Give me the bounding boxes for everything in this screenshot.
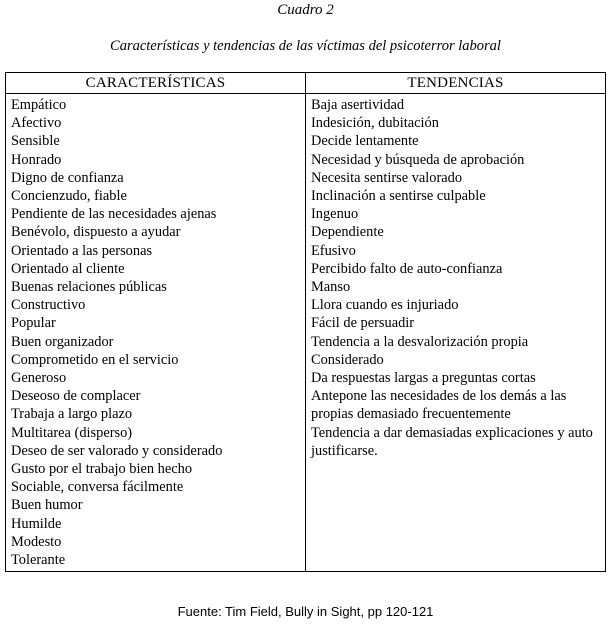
tendencia-item: Dependiente <box>311 224 384 241</box>
tendencia-item: Necesita sentirse valorado <box>311 169 463 186</box>
tendencia-item: Tendencia a dar demasiadas explicaciones y auto justificarse. <box>311 424 593 459</box>
caracteristica-item: Honrado <box>11 151 62 168</box>
table-body-row <box>6 94 606 572</box>
tendencia-item: Decide lentamente <box>311 133 419 150</box>
tendencia-item: Inclinación a sentirse culpable <box>311 188 486 205</box>
caracteristica-item: Concienzudo, fiable <box>11 188 127 205</box>
caracteristica-item: Humilde <box>11 515 62 532</box>
caracteristica-item: Tolerante <box>11 552 66 569</box>
caracteristica-item: Buen organizador <box>11 333 114 350</box>
caracteristica-item: Deseoso de complacer <box>11 388 141 405</box>
caracteristica-item: Orientado a las personas <box>11 242 153 259</box>
caracteristica-item: Buenas relaciones públicas <box>11 279 167 296</box>
caracteristica-item: Afectivo <box>11 115 62 132</box>
table-caption: Cuadro 2 <box>277 2 334 18</box>
caracteristica-item: Trabaja a largo plazo <box>11 406 133 423</box>
caracteristica-item: Benévolo, dispuesto a ayudar <box>11 224 181 241</box>
tendencia-item: Baja asertividad <box>311 97 405 113</box>
tendencia-item: Necesidad y búsqueda de aprobación <box>311 151 525 168</box>
caracteristica-item: Deseo de ser valorado y considerado <box>11 442 223 459</box>
header-tendencias: TENDENCIAS <box>306 73 606 94</box>
caracteristica-item: Digno de confianza <box>11 169 124 186</box>
caracteristica-item: Multitarea (disperso) <box>11 424 133 441</box>
tendencia-item: Da respuestas largas a preguntas cortas <box>311 370 536 387</box>
tendencia-item: Considerado <box>311 351 384 368</box>
tendencia-item: Tendencia a la desvalorización propia <box>311 333 529 350</box>
table-title: Características y tendencias de las víctimas del psicoterror laboral <box>110 38 501 54</box>
tendencias-column <box>306 94 606 572</box>
tendencia-item: Percibido falto de auto-confianza <box>311 260 503 277</box>
caracteristica-item: Comprometido en el servicio <box>11 351 179 368</box>
source-note: Fuente: Tim Field, Bully in Sight, pp 120-121 <box>177 604 434 619</box>
caracteristica-item: Orientado al cliente <box>11 260 125 277</box>
header-caracteristicas: CARACTERÍSTICAS <box>6 73 306 94</box>
tendencia-item: Antepone las necesidades de los demás a las propias demasiado frecuentemente <box>311 388 567 423</box>
caracteristica-item: Sensible <box>11 133 60 150</box>
tendencia-item: Llora cuando es injuriado <box>311 297 459 314</box>
caracteristica-item: Modesto <box>11 533 62 550</box>
caracteristica-item: Popular <box>11 315 56 332</box>
tendencia-item: Ingenuo <box>311 206 359 223</box>
caracteristica-item: Generoso <box>11 370 67 387</box>
caracteristica-item: Constructivo <box>11 297 86 314</box>
caracteristica-item: Pendiente de las necesidades ajenas <box>11 206 217 223</box>
caracteristica-item: Buen humor <box>11 497 83 514</box>
caracteristica-item: Gusto por el trabajo bien hecho <box>11 461 193 478</box>
caracteristicas-column <box>6 94 306 572</box>
tendencia-item: Fácil de persuadir <box>311 315 415 332</box>
tendencia-item: Indesición, dubitación <box>311 115 439 132</box>
tendencia-item: Manso <box>311 279 351 296</box>
tendencia-item: Efusivo <box>311 242 356 259</box>
caracteristica-item: Sociable, conversa fácilmente <box>11 479 184 496</box>
table-header-row <box>6 73 606 94</box>
caracteristica-item: Empático <box>11 97 67 113</box>
characteristics-table <box>5 72 606 572</box>
